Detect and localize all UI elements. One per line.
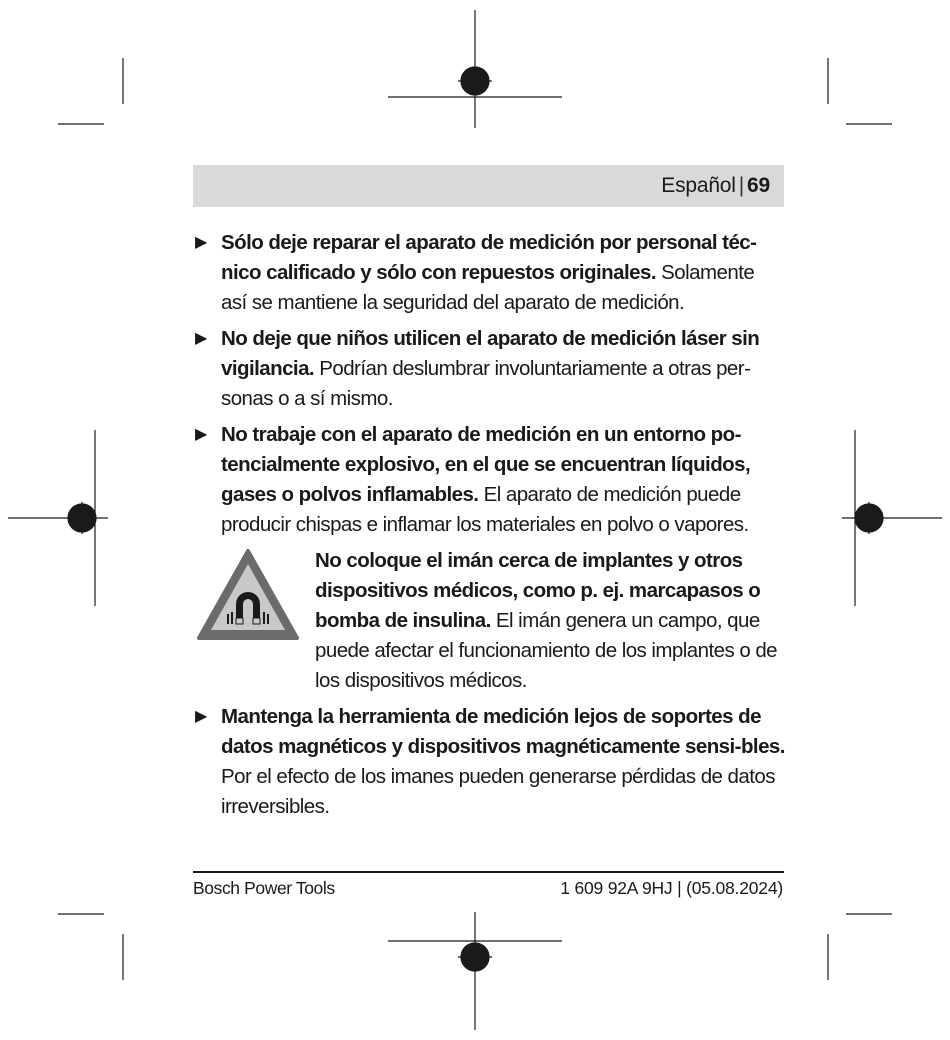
footer-brand: Bosch Power Tools	[193, 878, 335, 898]
page-number: 69	[747, 174, 770, 197]
footer-divider	[193, 871, 784, 873]
safety-item-text: Por el efecto de los imanes pueden generarse pérdidas de datos irreversibles.	[221, 765, 775, 818]
safety-item-text: Solamente así se mantiene la seguridad del aparato de medición.	[221, 261, 755, 314]
header-separator: |	[738, 174, 745, 197]
warning-text: El imán genera un campo, que puede afectar el funcionamiento de los implantes o de los dispositivos médicos.	[315, 609, 778, 692]
bullet-arrow-icon: ▶	[195, 708, 207, 725]
section-title: Español	[661, 174, 736, 197]
safety-instructions	[193, 228, 785, 828]
safety-item	[193, 702, 785, 822]
safety-item-bold: Sólo deje reparar el aparato de medición por personal téc-nico calificado y sólo con repuestos originales.	[221, 231, 757, 284]
page-header	[193, 165, 784, 207]
magnet-warning-icon	[196, 548, 300, 642]
warning-bold: No coloque el imán cerca de implantes y otros dispositivos médicos, como p. ej. marcapasos o bomba de insulina.	[315, 549, 761, 632]
footer-doc-id: 1 609 92A 9HJ | (05.08.2024)	[560, 878, 783, 898]
bullet-arrow-icon: ▶	[195, 234, 207, 251]
bullet-arrow-icon: ▶	[195, 330, 207, 347]
safety-item	[193, 324, 785, 414]
safety-item	[193, 420, 785, 540]
safety-item-text: El aparato de medición puede producir chispas e inflamar los materiales en polvo o vapores.	[221, 483, 749, 536]
safety-item-bold: No trabaje con el aparato de medición en un entorno po-tencialmente explosivo, en el que se encuentran líquidos, gases o polvos inflamables.	[221, 423, 751, 506]
safety-item-bold: No deje que niños utilicen el aparato de medición láser sin vigilancia.	[221, 327, 760, 380]
magnet-warning	[193, 546, 785, 696]
safety-item-text: Podrían deslumbrar involuntariamente a otras per-sonas o a sí mismo.	[221, 357, 751, 410]
bullet-arrow-icon: ▶	[195, 426, 207, 443]
header-text	[661, 173, 770, 199]
safety-item	[193, 228, 785, 318]
safety-item-bold: Mantenga la herramienta de medición lejos de soportes de datos magnéticos y dispositivos magnéticamente sensi-bles.	[221, 705, 785, 758]
